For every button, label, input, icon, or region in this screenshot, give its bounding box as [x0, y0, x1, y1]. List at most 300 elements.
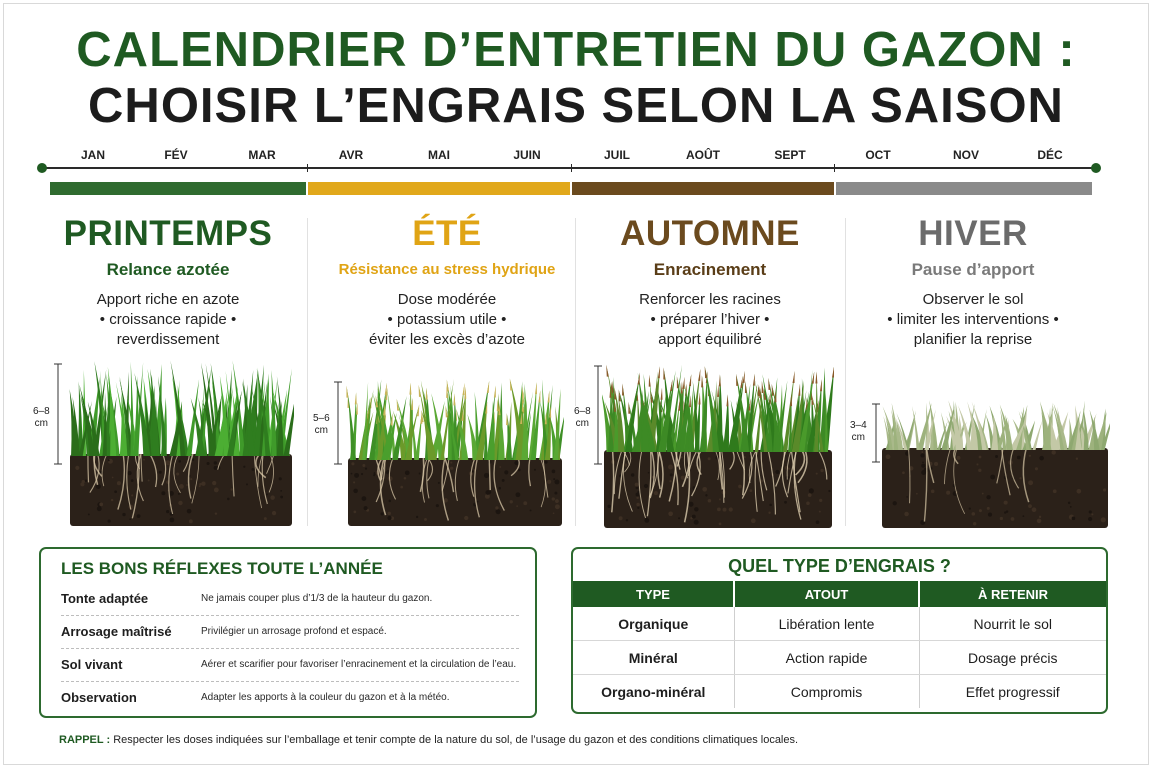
grass-blade [130, 362, 134, 456]
season-desc-line: Apport riche en azote [96, 291, 240, 308]
soil-speck [1089, 510, 1092, 513]
soil-speck [354, 511, 357, 514]
soil-speck [1076, 458, 1078, 460]
soil-speck [495, 506, 498, 509]
month-label: FÉV [164, 148, 188, 162]
reminder-label: RAPPEL : [59, 734, 111, 746]
grass-blade-tip [681, 382, 683, 394]
soil-speck [108, 459, 110, 461]
soil-speck [373, 474, 375, 476]
soil-speck [1039, 516, 1041, 518]
soil-speck [170, 517, 175, 522]
reflex-label: Tonte adaptée [61, 591, 149, 606]
soil-speck [635, 483, 639, 487]
soil-speck [636, 487, 639, 490]
season-ete [316, 212, 578, 350]
grass-blade-tip [726, 394, 728, 406]
soil-speck [723, 508, 727, 512]
reflexes-title: LES BONS RÉFLEXES TOUTE L’ANNÉE [61, 559, 383, 578]
soil-speck [201, 482, 205, 486]
soil-speck [749, 489, 752, 492]
table-cell: Nourrit le sol [919, 607, 1106, 641]
soil-speck [534, 469, 536, 471]
grass-blade-tip [494, 385, 496, 397]
reflex-text: Ne jamais couper plus d’1/3 de la hauteur du gazon. [201, 593, 433, 604]
reflex-text: Privilégier un arrosage profond et espacé. [201, 626, 387, 637]
season-desc-line: éviter les excès d’azote [369, 331, 525, 348]
soil-speck [692, 515, 696, 519]
soil-speck [214, 487, 219, 492]
height-label [33, 406, 50, 430]
soil-speck [979, 456, 982, 459]
soil-speck [1076, 489, 1081, 494]
season-desc-line: • préparer l’hiver • [650, 311, 770, 328]
height-value: 3–4 [850, 420, 867, 431]
height-value: 6–8 [33, 406, 50, 417]
soil-speck [1068, 502, 1070, 504]
soil-speck [364, 506, 368, 510]
soil-speck [769, 504, 772, 507]
soil-speck [179, 484, 184, 489]
soil-speck [555, 499, 559, 503]
reflex-row [61, 682, 519, 714]
grass-blade-tip [798, 384, 800, 396]
grass-illustration-ete [346, 378, 564, 528]
soil-speck [906, 496, 908, 498]
reminder-text: Respecter les doses indiquées sur l’emballage et tenir compte de la nature du sol, de l’usage du gazon et des conditions climatiques locales. [113, 734, 799, 746]
season-desc-line: • potassium utile • [387, 311, 507, 328]
soil-speck [523, 501, 527, 505]
soil-speck [644, 484, 648, 488]
soil-speck [705, 494, 707, 496]
grass-blade-tip [409, 383, 411, 395]
grass-blade-tip [678, 399, 680, 411]
season-desc-line: Observer le sol [922, 291, 1024, 308]
soil-speck [555, 504, 560, 509]
season-description [842, 290, 1104, 350]
grass-blade-tip [698, 393, 700, 405]
soil-speck [1028, 480, 1033, 485]
fertilizer-table-header [573, 581, 1106, 607]
soil-speck [252, 468, 255, 471]
soil-speck [498, 487, 501, 490]
soil-speck [988, 513, 992, 517]
reflexes-panel [39, 547, 537, 718]
grass-blade-tip [743, 371, 745, 383]
reflex-row [61, 616, 519, 649]
soil-speck [1028, 504, 1032, 508]
month-label: OCT [865, 148, 891, 162]
page-title-line2: CHOISIR L’ENGRAIS SELON LA SAISON [88, 79, 1064, 133]
soil-speck [186, 484, 188, 486]
grass-blade-tip [820, 379, 822, 391]
soil-speck [678, 517, 680, 519]
soil-speck [361, 473, 363, 475]
soil-speck [828, 490, 830, 492]
soil-speck [631, 473, 634, 476]
grass-blade-tip [658, 366, 660, 378]
month-label: JUIN [513, 148, 541, 162]
soil-speck [816, 520, 820, 524]
table-row [573, 641, 1106, 675]
soil-speck [436, 504, 439, 507]
soil-speck [266, 493, 268, 495]
column-header: ATOUT [734, 581, 919, 607]
soil-speck [279, 477, 282, 480]
soil-speck [619, 516, 623, 520]
soil-speck [438, 482, 440, 484]
soil-block [882, 448, 1108, 528]
soil-speck [212, 481, 216, 485]
grass-blade-tip [740, 376, 742, 388]
soil-speck [1088, 517, 1092, 521]
timeline-tick [834, 164, 835, 172]
soil-speck [806, 501, 810, 505]
month-label: AOÛT [686, 148, 720, 162]
timeline-tick [571, 164, 572, 172]
season-bar-ete [308, 182, 570, 195]
season-subtitle: Relance azotée [106, 260, 230, 279]
grass-blade-tip [548, 390, 550, 402]
soil-speck [272, 511, 276, 515]
soil-speck [215, 512, 217, 514]
soil-speck [1004, 511, 1006, 513]
soil-speck [552, 497, 555, 500]
soil-speck [694, 520, 699, 525]
soil-speck [499, 466, 501, 468]
soil-speck [97, 506, 102, 511]
grass-blade-tip [462, 383, 464, 395]
soil-speck [514, 461, 518, 465]
soil-speck [280, 496, 283, 499]
soil-speck [362, 496, 367, 501]
table-cell: Effet progressif [965, 683, 1060, 700]
grass-blade-tip [651, 391, 653, 403]
soil-speck [404, 477, 407, 480]
table-cell: Libération lente [734, 607, 919, 641]
grass-blade-tip [717, 385, 719, 397]
season-description [316, 290, 578, 350]
soil-speck [668, 511, 673, 516]
soil-speck [178, 493, 180, 495]
soil-speck [1032, 507, 1037, 512]
soil-speck [636, 493, 640, 497]
soil-speck [694, 507, 698, 511]
soil-speck [176, 473, 179, 476]
season-name: HIVER [918, 214, 1028, 253]
grass-blade-tip [614, 388, 616, 400]
soil-speck [1070, 506, 1072, 508]
grass-blade-tip [453, 393, 455, 405]
soil-speck [636, 497, 638, 499]
season-desc-line: • croissance rapide • [99, 311, 237, 328]
soil-speck [1091, 513, 1093, 515]
soil-speck [973, 522, 976, 525]
soil-speck [920, 453, 924, 457]
soil-speck [75, 466, 79, 470]
soil-speck [387, 516, 391, 520]
soil-speck [137, 514, 141, 518]
soil-speck [719, 522, 722, 525]
soil-speck [207, 462, 210, 465]
fertilizer-title: QUEL TYPE D’ENGRAIS ? [728, 556, 951, 576]
season-divider [307, 218, 308, 526]
soil-speck [688, 502, 693, 507]
grass-blade-tip [445, 405, 447, 417]
height-label [850, 420, 867, 444]
soil-speck [400, 486, 403, 489]
soil-speck [626, 519, 628, 521]
soil-speck [902, 471, 905, 474]
grass-blade-tip [464, 387, 466, 399]
season-subtitle: Pause d’apport [911, 260, 1035, 279]
soil-speck [904, 512, 909, 517]
grass-blade-tip [346, 386, 348, 398]
soil-speck [670, 473, 673, 476]
grass-blade-tip [698, 369, 700, 381]
soil-speck [921, 470, 926, 475]
soil-speck [1072, 517, 1076, 521]
timeline-start-dot [37, 163, 47, 173]
soil-speck [719, 498, 721, 500]
grass-blade [186, 379, 199, 456]
soil-speck [189, 519, 193, 523]
soil-speck [484, 473, 489, 478]
soil-speck [934, 462, 938, 466]
soil-speck [784, 501, 787, 504]
soil-speck [990, 475, 995, 480]
grass-blade-tip [689, 374, 691, 386]
soil-speck [1039, 456, 1044, 461]
height-bracket [48, 362, 68, 466]
soil-speck [669, 480, 671, 482]
reflex-text: Aérer et scarifier pour favoriser l’enracinement et la circulation de l’eau. [201, 659, 517, 670]
soil-speck [530, 509, 532, 511]
soil-speck [976, 463, 978, 465]
soil-speck [978, 469, 981, 472]
soil-speck [424, 518, 427, 521]
soil-speck [1101, 517, 1106, 522]
soil-speck [986, 495, 990, 499]
fertilizer-table [573, 581, 1106, 708]
soil-speck [816, 473, 818, 475]
soil-speck [624, 463, 627, 466]
grass-blade-tip [759, 386, 761, 398]
soil-speck [922, 461, 924, 463]
soil-speck [464, 516, 468, 520]
soil-speck [681, 476, 685, 480]
timeline-end-dot [1091, 163, 1101, 173]
soil-speck [1051, 450, 1055, 454]
table-cell: Organo-minéral [573, 675, 734, 709]
soil-speck [85, 480, 87, 482]
grass-illustration-automne [602, 364, 834, 530]
soil-speck [199, 485, 201, 487]
soil-speck [1011, 517, 1015, 521]
grass-blade-tip [487, 381, 489, 393]
soil-speck [166, 510, 169, 513]
season-subtitle: Enracinement [653, 260, 767, 279]
month-label: MAI [428, 148, 450, 162]
grass-blade-tip [663, 368, 665, 380]
reflex-row [61, 583, 519, 616]
soil-speck [178, 460, 181, 463]
soil-speck [946, 491, 950, 495]
soil-speck [108, 519, 111, 522]
soil-speck [246, 483, 248, 485]
season-desc-line: Dose modérée [397, 291, 497, 308]
soil-speck [1037, 519, 1042, 524]
soil-speck [190, 478, 192, 480]
soil-speck [114, 490, 117, 493]
soil-speck [729, 507, 733, 511]
soil-speck [362, 464, 365, 467]
soil-speck [131, 479, 134, 482]
soil-speck [280, 490, 282, 492]
soil-speck [117, 481, 121, 485]
reflex-text: Adapter les apports à la couleur du gazon et à la météo. [201, 692, 450, 703]
soil-speck [351, 462, 354, 465]
season-desc-line: • limiter les interventions • [887, 311, 1059, 328]
month-label: AVR [338, 148, 364, 162]
soil-speck [510, 500, 513, 503]
season-bar-printemps [50, 182, 306, 195]
soil-speck [1022, 515, 1024, 517]
season-subtitle: Résistance au stress hydrique [338, 261, 556, 278]
soil-speck [819, 511, 821, 513]
soil-speck [893, 501, 897, 505]
soil-speck [931, 490, 935, 494]
soil-speck [808, 493, 812, 497]
soil-speck [820, 469, 823, 472]
height-value: 6–8 [574, 406, 591, 417]
soil-speck [554, 479, 559, 484]
reflex-label: Sol vivant [61, 657, 123, 672]
soil-speck [214, 461, 217, 464]
grass-blade-tip [762, 381, 764, 393]
season-printemps [37, 212, 299, 350]
soil-speck [775, 470, 779, 474]
season-bar-automne [572, 182, 834, 195]
height-unit: cm [314, 425, 329, 436]
soil-speck [668, 465, 673, 470]
soil-speck [545, 461, 548, 464]
soil-speck [607, 505, 610, 508]
soil-speck [886, 454, 891, 459]
season-description [579, 290, 841, 350]
soil-speck [143, 459, 145, 461]
soil-speck [516, 492, 521, 497]
soil-speck [127, 471, 131, 475]
soil-speck [982, 493, 984, 495]
soil-speck [387, 512, 390, 515]
soil-speck [1019, 477, 1021, 479]
soil-speck [637, 507, 639, 509]
season-automne [579, 212, 841, 350]
soil-speck [131, 494, 133, 496]
grass-blade-tip [661, 388, 663, 400]
season-bar-hiver [836, 182, 1092, 195]
reminder-note [59, 734, 798, 746]
season-name: PRINTEMPS [63, 214, 273, 253]
soil-speck [159, 471, 162, 474]
soil-speck [1103, 488, 1106, 491]
soil-speck [243, 466, 245, 468]
season-name: ÉTÉ [412, 214, 482, 253]
soil-speck [405, 471, 410, 476]
soil-speck [987, 507, 990, 510]
soil-speck [1053, 489, 1057, 493]
soil-speck [717, 507, 721, 511]
grass-blade-tip [753, 374, 755, 386]
soil-speck [1017, 456, 1021, 460]
soil-speck [122, 513, 125, 516]
soil-speck [809, 488, 814, 493]
grass-blade-tip [628, 402, 630, 414]
soil-speck [450, 467, 453, 470]
soil-speck [702, 487, 707, 492]
height-value: 5–6 [313, 413, 330, 424]
season-desc-line: reverdissement [116, 331, 220, 348]
soil-speck [111, 499, 113, 501]
soil-speck [819, 499, 822, 502]
soil-speck [129, 518, 131, 520]
season-desc-line: apport équilibré [658, 331, 762, 348]
soil-speck [969, 507, 971, 509]
soil-speck [99, 502, 103, 506]
page-title-line1: CALENDRIER D’ENTRETIEN DU GAZON : [76, 23, 1076, 77]
season-description [37, 290, 299, 350]
soil-speck [353, 481, 355, 483]
soil-speck [554, 492, 557, 495]
soil-speck [504, 470, 508, 474]
soil-speck [1004, 501, 1008, 505]
grass-blade-tip [649, 375, 651, 387]
grass-blade-tip [538, 390, 540, 402]
column-header: TYPE [573, 581, 734, 607]
soil-speck [979, 509, 982, 512]
soil-speck [88, 513, 90, 515]
soil-speck [502, 479, 505, 482]
grass-blade-tip [683, 377, 685, 389]
timeline-tick [307, 164, 308, 172]
soil-speck [648, 472, 650, 474]
soil-speck [995, 455, 998, 458]
month-label: MAR [248, 148, 276, 162]
soil-speck [957, 456, 961, 460]
soil-speck [768, 512, 770, 514]
soil-speck [496, 510, 498, 512]
soil-speck [450, 461, 452, 463]
soil-speck [1035, 467, 1038, 470]
soil-speck [1000, 517, 1003, 520]
table-cell: Minéral [573, 641, 734, 675]
soil-speck [178, 501, 182, 505]
grass-blade-tip [385, 383, 387, 395]
soil-speck [416, 516, 418, 518]
grass-blade-tip [355, 392, 357, 404]
month-label: NOV [952, 148, 979, 162]
table-cell: Compromis [734, 675, 919, 709]
soil-speck [921, 464, 925, 468]
soil-speck [738, 485, 742, 489]
soil-speck [921, 451, 923, 453]
soil-speck [270, 495, 274, 499]
month-label: SEPT [774, 148, 806, 162]
soil-speck [708, 457, 711, 460]
grass-blade-tip [793, 371, 795, 383]
grass-blade-tip [815, 372, 817, 384]
